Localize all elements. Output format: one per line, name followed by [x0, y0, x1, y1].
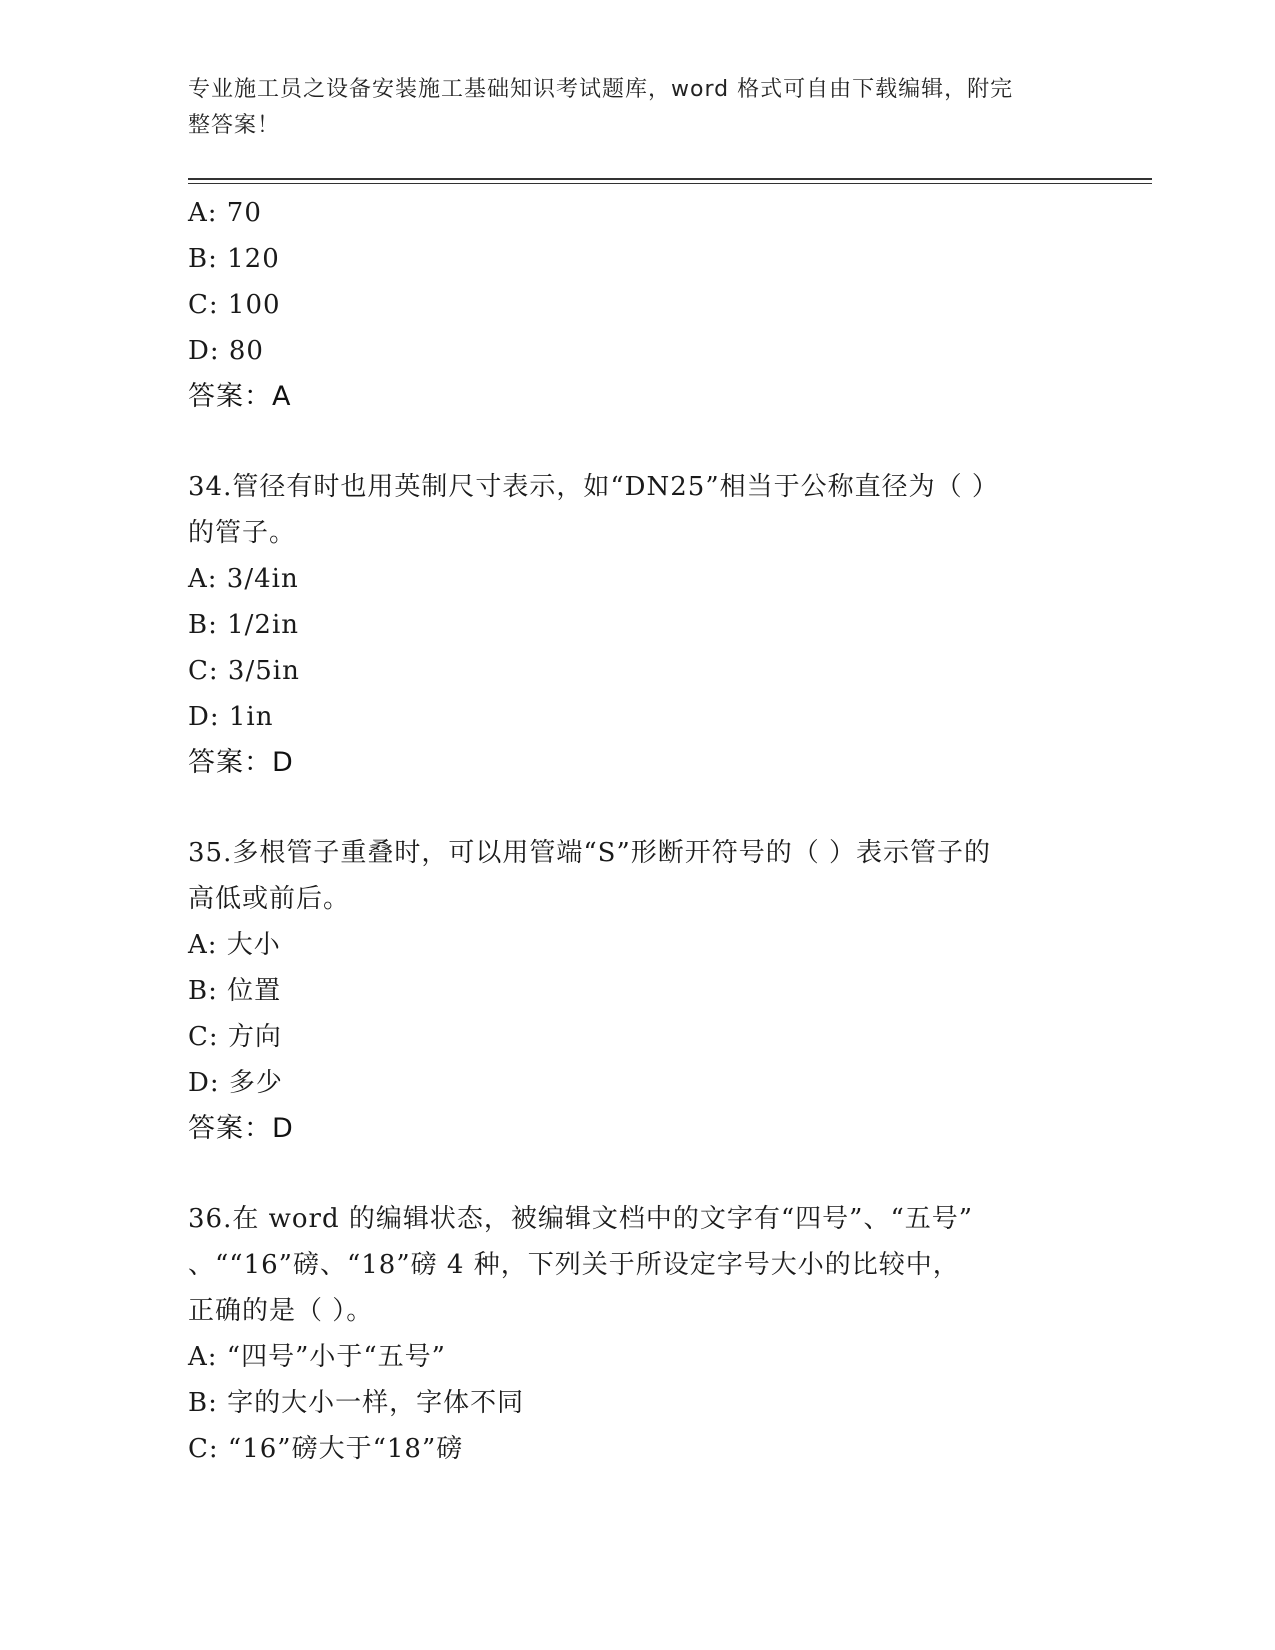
option-d: D: 1in [188, 702, 274, 732]
document-header [188, 72, 1068, 144]
answer: 答案：D [188, 1113, 294, 1144]
option-a: A: 3/4in [188, 564, 299, 594]
question-block-36 [188, 1196, 1088, 1472]
question-text: 34.管径有时也用英制尺寸表示，如“DN25”相当于公称直径为（ ） [188, 472, 999, 502]
header-divider-thin [188, 183, 1152, 184]
header-line-2: 整答案！ [188, 113, 281, 138]
spacer [188, 420, 1088, 464]
option-a: A: 大小 [188, 930, 281, 960]
question-text-cont: 高低或前后。 [188, 884, 351, 914]
option-b: B: 位置 [188, 976, 282, 1006]
spacer [188, 786, 1088, 830]
question-block-34 [188, 464, 1088, 786]
option-b: B: 120 [188, 244, 280, 274]
header-divider-thick [188, 178, 1152, 180]
question-text-cont: 正确的是（ ）。 [188, 1296, 374, 1326]
option-c: C: 100 [188, 290, 281, 320]
header-line-1: 专业施工员之设备安装施工基础知识考试题库，word 格式可自由下载编辑，附完 [188, 77, 1014, 102]
question-text: 36.在 word 的编辑状态，被编辑文档中的文字有“四号”、“五号” [188, 1204, 974, 1234]
question-list [188, 190, 1088, 1472]
answer: 答案：A [188, 381, 292, 412]
question-block-33 [188, 190, 1088, 420]
option-c: C: 方向 [188, 1022, 282, 1052]
question-block-35 [188, 830, 1088, 1152]
spacer [188, 1152, 1088, 1196]
option-a: A: “四号”小于“五号” [188, 1342, 446, 1372]
option-d: D: 80 [188, 336, 264, 366]
question-text-cont: 的管子。 [188, 518, 297, 548]
option-b: B: 字的大小一样，字体不同 [188, 1388, 525, 1418]
option-c: C: 3/5in [188, 656, 300, 686]
option-d: D: 多少 [188, 1068, 283, 1098]
option-c: C: “16”磅大于“18”磅 [188, 1434, 464, 1464]
option-b: B: 1/2in [188, 610, 300, 640]
option-a: A: 70 [188, 198, 262, 228]
question-text: 35.多根管子重叠时，可以用管端“S”形断开符号的（ ）表示管子的 [188, 838, 992, 868]
question-text-cont: 、““16”磅、“18”磅 4 种，下列关于所设定字号大小的比较中， [188, 1250, 960, 1280]
answer: 答案：D [188, 747, 294, 778]
